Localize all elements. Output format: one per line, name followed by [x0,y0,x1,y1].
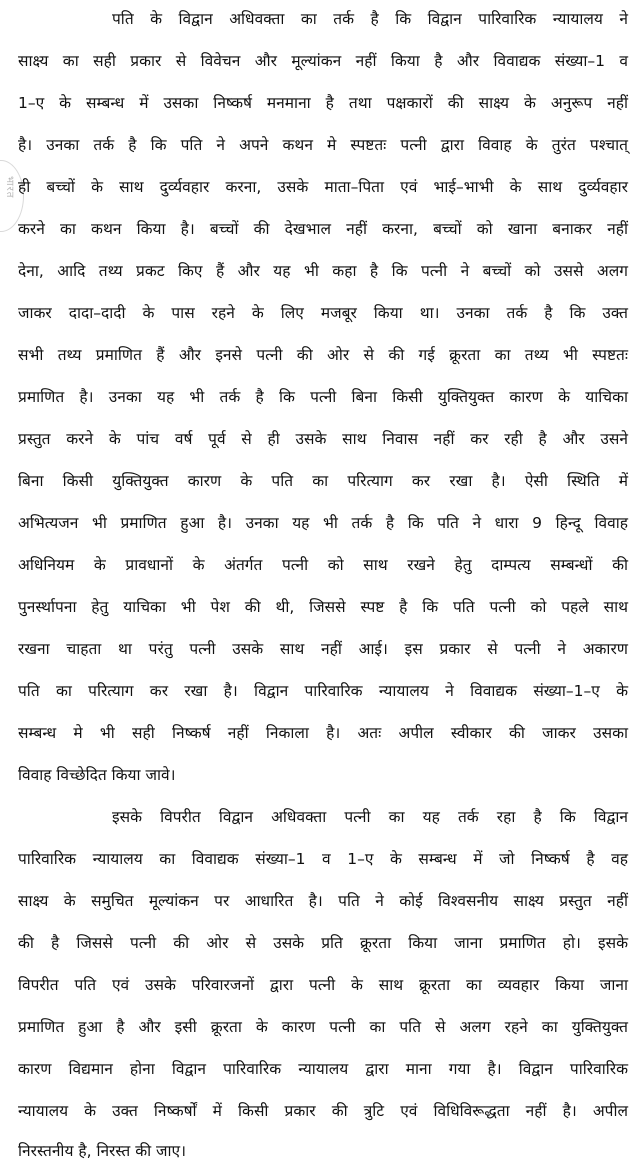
paragraph-1-line: प्रमाणित है। उनका यह भी तर्क है कि पत्नी बिना किसी युक्तियुक्त कारण के याचिका [18,388,628,406]
paragraph-2-line: निरस्तनीय है, निरस्त की जाए। [18,1142,186,1160]
paragraph-2-line: इसके विपरीत विद्वान अधिवक्ता पत्नी का यह तर्क रहा है कि विद्वान [112,808,628,826]
paragraph-1-line: है। उनका तर्क है कि पति ने अपने कथन मे स्पष्टतः पत्नी द्वारा विवाह के तुरंत पश्चात् [18,136,628,154]
paragraph-1-line: सम्बन्ध मे भी सही निष्कर्ष नहीं निकाला है। अतः अपील स्वीकार की जाकर उसका [18,724,628,742]
paragraph-1-line: पति के विद्वान अधिवक्ता का तर्क है कि विद्वान पारिवारिक न्यायालय ने [112,10,628,28]
paragraph-1-line: रखना चाहता था परंतु पत्नी उसके साथ नहीं आई। इस प्रकार से पत्नी ने अकारण [18,640,628,658]
paragraph-1-line: सभी तथ्य प्रमाणित हैं और इनसे पत्नी की ओर से की गई क्रूरता का तथ्य भी स्पष्टतः [18,346,628,364]
paragraph-2-line: की है जिससे पत्नी की ओर से उसके प्रति क्रूरता किया जाना प्रमाणित हो। इसके [18,934,628,952]
paragraph-1-line: 1–ए के सम्बन्ध में उसका निष्कर्ष मनमाना है तथा पक्षकारों की साक्ष्य के अनुरूप नहीं [18,94,628,112]
paragraph-1-line: करने का कथन किया है। बच्चों की देखभाल नहीं करना, बच्चों को खाना बनाकर नहीं [18,220,628,238]
paragraph-2-line: साक्ष्य के समुचित मूल्यांकन पर आधारित है। पति ने कोई विश्वसनीय साक्ष्य प्रस्तुत नहीं [18,892,628,910]
paragraph-1-line: अधिनियम के प्रावधानों के अंतर्गत पत्नी को साथ रखने हेतु दाम्पत्य सम्बन्धों की [18,556,628,574]
paragraph-1-line: पति का परित्याग कर रखा है। विद्वान पारिवारिक न्यायालय ने विवाद्यक संख्या–1–ए के [18,682,628,700]
paragraph-1-line: साक्ष्य का सही प्रकार से विवेचन और मूल्यांकन नहीं किया है और विवाद्यक संख्या–1 व [18,52,628,70]
paragraph-2-line: कारण विद्यमान होना विद्वान पारिवारिक न्यायालय द्वारा माना गया है। विद्वान पारिवारिक [18,1060,628,1078]
paragraph-2-line: न्यायालय के उक्त निष्कर्षों में किसी प्रकार की त्रुटि एवं विधिविरूद्धता नहीं है। अपील [18,1102,628,1120]
seal-stamp-text: भारत [4,176,15,199]
paragraph-2-line: प्रमाणित हुआ है और इसी क्रूरता के कारण पत्नी का पति से अलग रहने का युक्तियुक्त [18,1018,628,1036]
paragraph-1-line: ही बच्चों के साथ दुर्व्यवहार करना, उसके माता–पिता एवं भाई–भाभी के साथ दुर्व्यवहार [18,178,628,196]
paragraph-2-line: पारिवारिक न्यायालय का विवाद्यक संख्या–1 व 1–ए के सम्बन्ध में जो निष्कर्ष है वह [18,850,628,868]
paragraph-1-line: विवाह विच्छेदित किया जावे। [18,766,176,784]
paragraph-1-line: जाकर दादा–दादी के पास रहने के लिए मजबूर किया था। उनका तर्क है कि उक्त [18,304,628,322]
paragraph-1-line: प्रस्तुत करने के पांच वर्ष पूर्व से ही उसके साथ निवास नहीं कर रही है और उसने [18,430,628,448]
paragraph-1-line: पुनर्स्थापना हेतु याचिका भी पेश की थी, जिससे स्पष्ट है कि पति पत्नी को पहले साथ [18,598,628,616]
paragraph-1-line: बिना किसी युक्तियुक्त कारण के पति का परित्याग कर रखा है। ऐसी स्थिति में [18,472,628,490]
paragraph-2-line: विपरीत पति एवं उसके परिवारजनों द्वारा पत्नी के साथ क्रूरता का व्यवहार किया जाना [18,976,628,994]
paragraph-1-line: अभित्यजन भी प्रमाणित हुआ है। उनका यह भी तर्क है कि पति ने धारा 9 हिन्दू विवाह [18,514,628,532]
paragraph-1-line: देना, आदि तथ्य प्रकट किए हैं और यह भी कहा है कि पत्नी ने बच्चों को उससे अलग [18,262,628,280]
